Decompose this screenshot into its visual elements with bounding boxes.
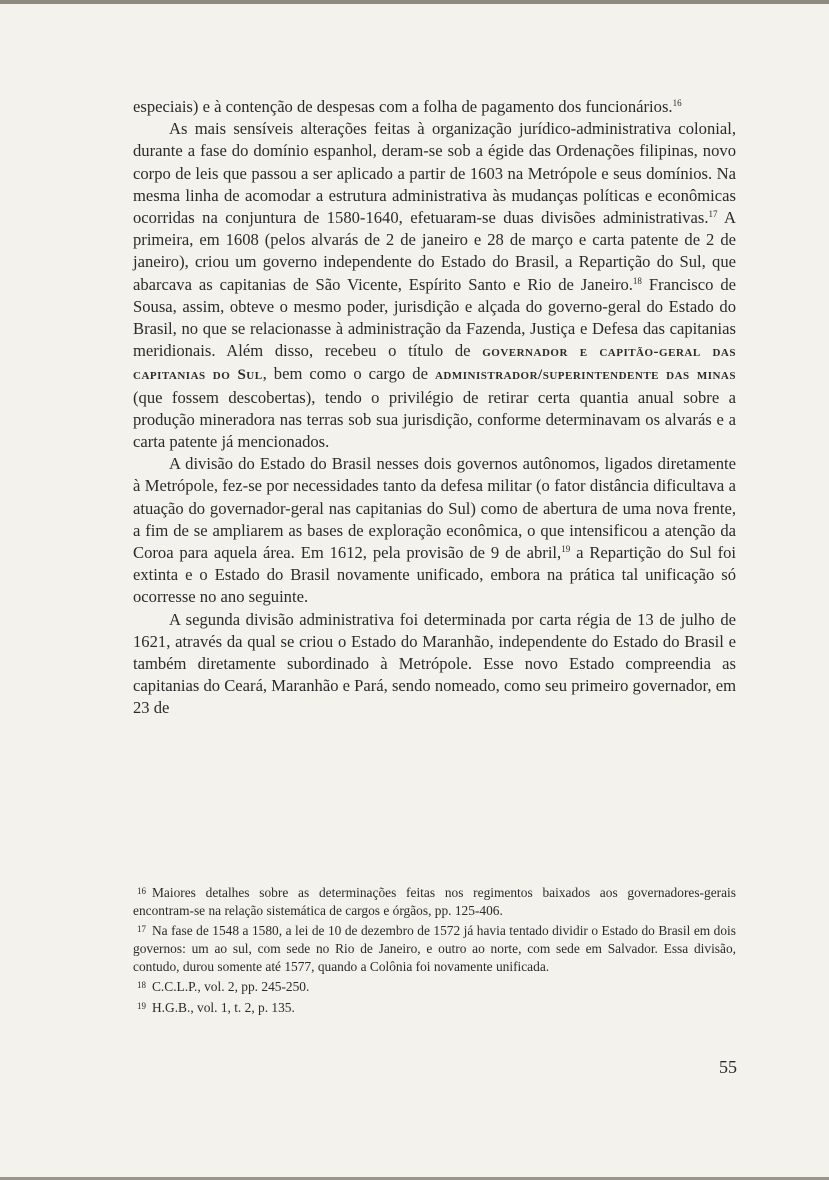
footnote-reference: 19 xyxy=(561,544,571,555)
footnotes xyxy=(133,882,736,1017)
page-number: 55 xyxy=(719,1057,737,1077)
paragraph-text: (que fossem descobertas), tendo o privilégio de retirar certa quantia anual sobre a produção mineradora nas terras sob sua jurisdição, conforme determinavam os alvarás e a carta patente já mencionados. xyxy=(133,387,736,452)
footnote xyxy=(133,920,736,976)
footnote-reference: 16 xyxy=(672,98,682,108)
paragraph-text: especiais) e à contenção de despesas com a folha de pagamento dos funcionários. xyxy=(133,97,673,116)
footnote-reference: 18 xyxy=(632,275,642,286)
footnote-number: 16 xyxy=(137,886,146,896)
paragraph-text: A primeira, em 1608 (pelos alvarás de 2 de janeiro e 28 de março e carta patente de 2 de janeiro), criou um governo independente do Estado do Brasil, a Repartição do Sul, que abarcava as capitanias de São Vicente, Espírito Santo e Rio de Janeiro. xyxy=(133,208,737,294)
footnote xyxy=(133,882,736,920)
paragraph-text: Francisco de Sousa, assim, obteve o mesmo poder, jurisdição e alçada do governo-geral do Estado do Brasil, no que se relacionasse à administração da Fazenda, Justiça e Defesa das capitanias meridionais. Além disso, recebeu o título de xyxy=(133,274,736,361)
paragraph-text: As mais sensíveis alterações feitas à organização jurídico-administrativa colonial, durante a fase do domínio espanhol, deram-se sob a égide das Ordenações filipinas, novo corpo de leis que passou a ser aplicado a partir de 1603 na Metrópole e seus domínios. Na mesma linha de acomodar a estrutura administrativa às mudanças políticas e econômicas ocorridas na conjuntura de 1580-1640, efetuaram-se duas divisões administrativas. xyxy=(133,119,736,228)
footnote-text: H.G.B., vol. 1, t. 2, p. 135. xyxy=(152,999,295,1015)
footnote-text: C.C.L.P., vol. 2, pp. 245-250. xyxy=(152,979,310,995)
footnote-number: 17 xyxy=(137,924,146,935)
body-text xyxy=(133,96,736,720)
footnote-number: 18 xyxy=(137,980,146,991)
paragraph-text: a Repartição do Sul foi extinta e o Estado do Brasil novamente unificado, embora na prática tal unificação só ocorresse no ano seguinte. xyxy=(133,543,736,607)
footnote-text: Na fase de 1548 a 1580, a lei de 10 de dezembro de 1572 já havia tentado dividir o Estado do Brasil em dois governos: um ao sul, com sede no Rio de Janeiro, e outro ao norte, com sede em Salvador. Essa divisão, contudo, durou somente até 1577, quando a Colônia foi novamente unificada. xyxy=(133,923,736,975)
footnote-text: Maiores detalhes sobre as determinações feitas nos regimentos baixados aos governadores-gerais encontram-se na relação sistemática de cargos e órgãos, pp. 125-406. xyxy=(133,885,736,919)
paragraph xyxy=(133,453,736,608)
footnote-number: 19 xyxy=(137,1000,146,1011)
footnote xyxy=(133,976,736,996)
paragraph xyxy=(133,96,736,118)
paragraph xyxy=(133,609,736,720)
footnote xyxy=(133,997,736,1017)
small-caps-text: governador e capitão-geral das capitanias do Sul xyxy=(133,344,736,384)
small-caps-text: administrador/superintendente das minas xyxy=(434,367,736,384)
paragraph-text: , bem como o cargo de xyxy=(262,364,435,384)
footnote-reference: 17 xyxy=(708,209,718,220)
paragraph-text: A segunda divisão administrativa foi determinada por carta régia de 13 de julho de 1621, através da qual se criou o Estado do Maranhão, independente do Estado do Brasil e também diretamente subordinado à Metrópole. Esse novo Estado compreendia as capitanias do Ceará, Maranhão e Pará, sendo nomeado, como seu primeiro governador, em 23 de xyxy=(133,609,736,718)
paragraph xyxy=(133,118,736,453)
paragraph-text: A divisão do Estado do Brasil nesses dois governos autônomos, ligados diretamente à Metrópole, fez-se por necessidades tanto da defesa militar (o fator distância dificultava a atuação do governador-geral nas capitanias do Sul) como de abertura de uma nova frente, a fim de se ampliarem as bases de exploração econômica, o que intensificou a atenção da Coroa para aquela área. Em 1612, pela provisão de 9 de abril, xyxy=(133,454,736,563)
